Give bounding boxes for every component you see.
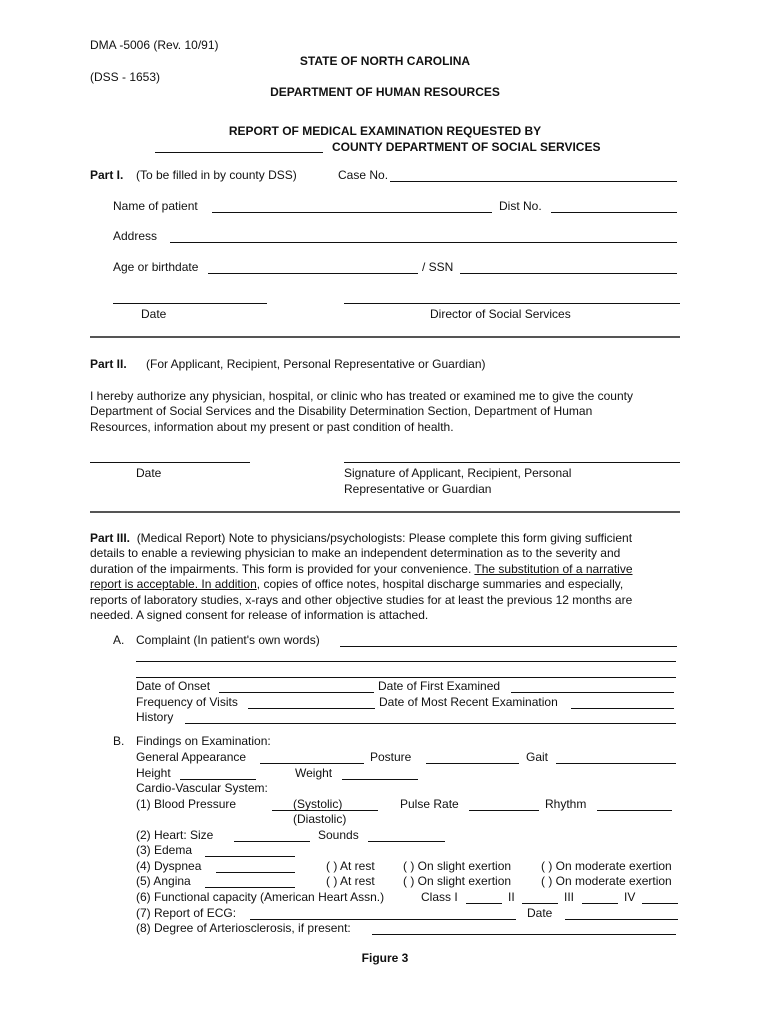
class-4-label: IV [624,890,636,904]
report-title: REPORT OF MEDICAL EXAMINATION REQUESTED BY [228,124,542,138]
findings-label: Findings on Examination: [136,734,271,748]
dyspnea-field[interactable] [216,872,295,873]
dist-no-field[interactable] [551,212,677,213]
pulse-rate-field[interactable] [469,810,539,811]
ecg-date-field[interactable] [565,919,678,920]
angina-moderate-exertion-option[interactable]: ( ) On moderate exertion [541,874,672,888]
date-recent-exam-field[interactable] [571,708,674,709]
complaint-label: Complaint (In patient's own words) [136,633,320,647]
patient-name-field[interactable] [212,212,492,213]
part2-date-label: Date [136,466,162,480]
edema-label: (3) Edema [136,843,193,857]
arteriosclerosis-field[interactable] [372,934,676,935]
class-1-field[interactable] [466,903,502,904]
part3-note-text-4c: , copies of office notes, hospital discharge summaries and especially, [256,577,624,591]
address-field[interactable] [170,242,677,243]
part1-label: Part I. [90,168,124,182]
director-label: Director of Social Services [430,307,571,321]
figure-caption: Figure 3 [361,951,409,965]
ssn-label: / SSN [422,260,454,274]
part3-label: Part III. [90,531,131,545]
authorization-line-1: I hereby authorize any physician, hospital, or clinic who has treated or examined me to give the county [90,389,633,403]
height-field[interactable] [180,779,256,780]
class-1-label: Class I [421,890,458,904]
date-first-examined-field[interactable] [511,692,674,693]
authorization-line-2: Department of Social Services and the Disability Determination Section, Department of Human [90,404,593,418]
signature-label-2: Representative or Guardian [344,482,492,496]
part3-note-text-4a: report is acceptable. In [90,577,215,591]
dyspnea-slight-exertion-option[interactable]: ( ) On slight exertion [403,859,512,873]
patient-name-label: Name of patient [113,199,198,213]
section-b-label: B. [113,734,125,748]
part3-note-line-2: details to enable a reviewing physician to make an independent determination as to the severity and [90,546,621,560]
applicant-signature-field[interactable] [344,462,680,463]
part3-note-text-4b: addition [214,577,257,591]
part2-label: Part II. [90,357,127,371]
gait-label: Gait [526,750,549,764]
age-birthdate-label: Age or birthdate [113,260,199,274]
signature-label-1: Signature of Applicant, Recipient, Personal [344,466,572,480]
part3-note-line-1 [90,531,632,545]
angina-slight-exertion-option[interactable]: ( ) On slight exertion [403,874,512,888]
divider-1 [90,336,680,338]
dyspnea-label: (4) Dyspnea [136,859,202,873]
part3-note-line-5: reports of laboratory studies, x-rays and other objective studies for at least the previous 12 months are [90,593,633,607]
ecg-field[interactable] [250,919,516,920]
complaint-field-3[interactable] [136,677,676,678]
edema-field[interactable] [205,856,295,857]
director-signature-field[interactable] [344,303,680,304]
history-field[interactable] [185,723,676,724]
diastolic-label: (Diastolic) [293,812,347,826]
part1-date-field[interactable] [113,303,267,304]
ssn-field[interactable] [460,273,677,274]
functional-capacity-label: (6) Functional capacity (American Heart Assn.) [136,890,385,904]
divider-2 [90,511,680,513]
height-label: Height [136,766,171,780]
form-id: DMA -5006 (Rev. 10/91) [90,38,219,52]
case-no-label: Case No. [338,168,389,182]
part3-note-text-3b: The substitution of a narrative [474,562,633,576]
department-title: DEPARTMENT OF HUMAN RESOURCES [270,85,500,99]
date-recent-exam-label: Date of Most Recent Examination [379,695,558,709]
cardio-label: Cardio-Vascular System: [136,781,268,795]
class-2-field[interactable] [522,903,558,904]
systolic-label: (Systolic) [293,797,343,811]
class-4-field[interactable] [642,903,678,904]
ecg-date-label: Date [527,906,553,920]
dss-id: (DSS - 1653) [90,70,161,84]
weight-label: Weight [295,766,333,780]
part3-note-line-4 [90,577,623,591]
heart-size-label: (2) Heart: Size [136,828,214,842]
county-blank[interactable] [155,152,323,153]
county-department: COUNTY DEPARTMENT OF SOCIAL SERVICES [332,140,601,154]
rhythm-label: Rhythm [545,797,587,811]
dyspnea-moderate-exertion-option[interactable]: ( ) On moderate exertion [541,859,672,873]
class-3-field[interactable] [582,903,618,904]
part3-note-line-6: needed. A signed consent for release of information is attached. [90,608,429,622]
state-title: STATE OF NORTH CAROLINA [299,54,471,68]
gait-field[interactable] [556,763,676,764]
class-2-label: II [508,890,515,904]
history-label: History [136,710,174,724]
angina-field[interactable] [205,887,295,888]
dyspnea-at-rest-option[interactable]: ( ) At rest [326,859,375,873]
posture-label: Posture [370,750,412,764]
heart-size-field[interactable] [234,841,310,842]
address-label: Address [113,229,158,243]
complaint-field-2[interactable] [136,661,676,662]
class-3-label: III [564,890,575,904]
date-onset-label: Date of Onset [136,679,211,693]
section-a-label: A. [113,633,125,647]
case-no-field[interactable] [390,181,677,182]
part2-instruction: (For Applicant, Recipient, Personal Representative or Guardian) [146,357,486,371]
sounds-field[interactable] [368,841,445,842]
complaint-field-1[interactable] [340,646,677,647]
part3-note-text-3a: duration of the impairments. This form is provided for your convenience. [90,562,475,576]
part2-date-field[interactable] [90,462,250,463]
date-onset-field[interactable] [219,692,374,693]
dist-no-label: Dist No. [499,199,542,213]
angina-at-rest-option[interactable]: ( ) At rest [326,874,375,888]
weight-field[interactable] [342,779,418,780]
sounds-label: Sounds [318,828,359,842]
arteriosclerosis-label: (8) Degree of Arteriosclerosis, if present: [136,921,351,935]
ecg-label: (7) Report of ECG: [136,906,237,920]
frequency-visits-label: Frequency of Visits [136,695,238,709]
part1-instruction: (To be filled in by county DSS) [136,168,297,182]
rhythm-field[interactable] [597,810,672,811]
part3-note-text-1: (Medical Report) Note to physicians/psychologists: Please complete this form giving sufficient [136,531,633,545]
general-appearance-field[interactable] [260,763,364,764]
pulse-rate-label: Pulse Rate [400,797,459,811]
part1-date-label: Date [141,307,167,321]
age-birthdate-field[interactable] [208,273,418,274]
authorization-line-3: Resources, information about my present or past condition of health. [90,420,454,434]
posture-field[interactable] [426,763,519,764]
part3-note-line-3 [90,562,633,576]
angina-label: (5) Angina [136,874,191,888]
date-first-examined-label: Date of First Examined [378,679,501,693]
general-appearance-label: General Appearance [136,750,247,764]
blood-pressure-label: (1) Blood Pressure [136,797,237,811]
frequency-visits-field[interactable] [248,708,375,709]
